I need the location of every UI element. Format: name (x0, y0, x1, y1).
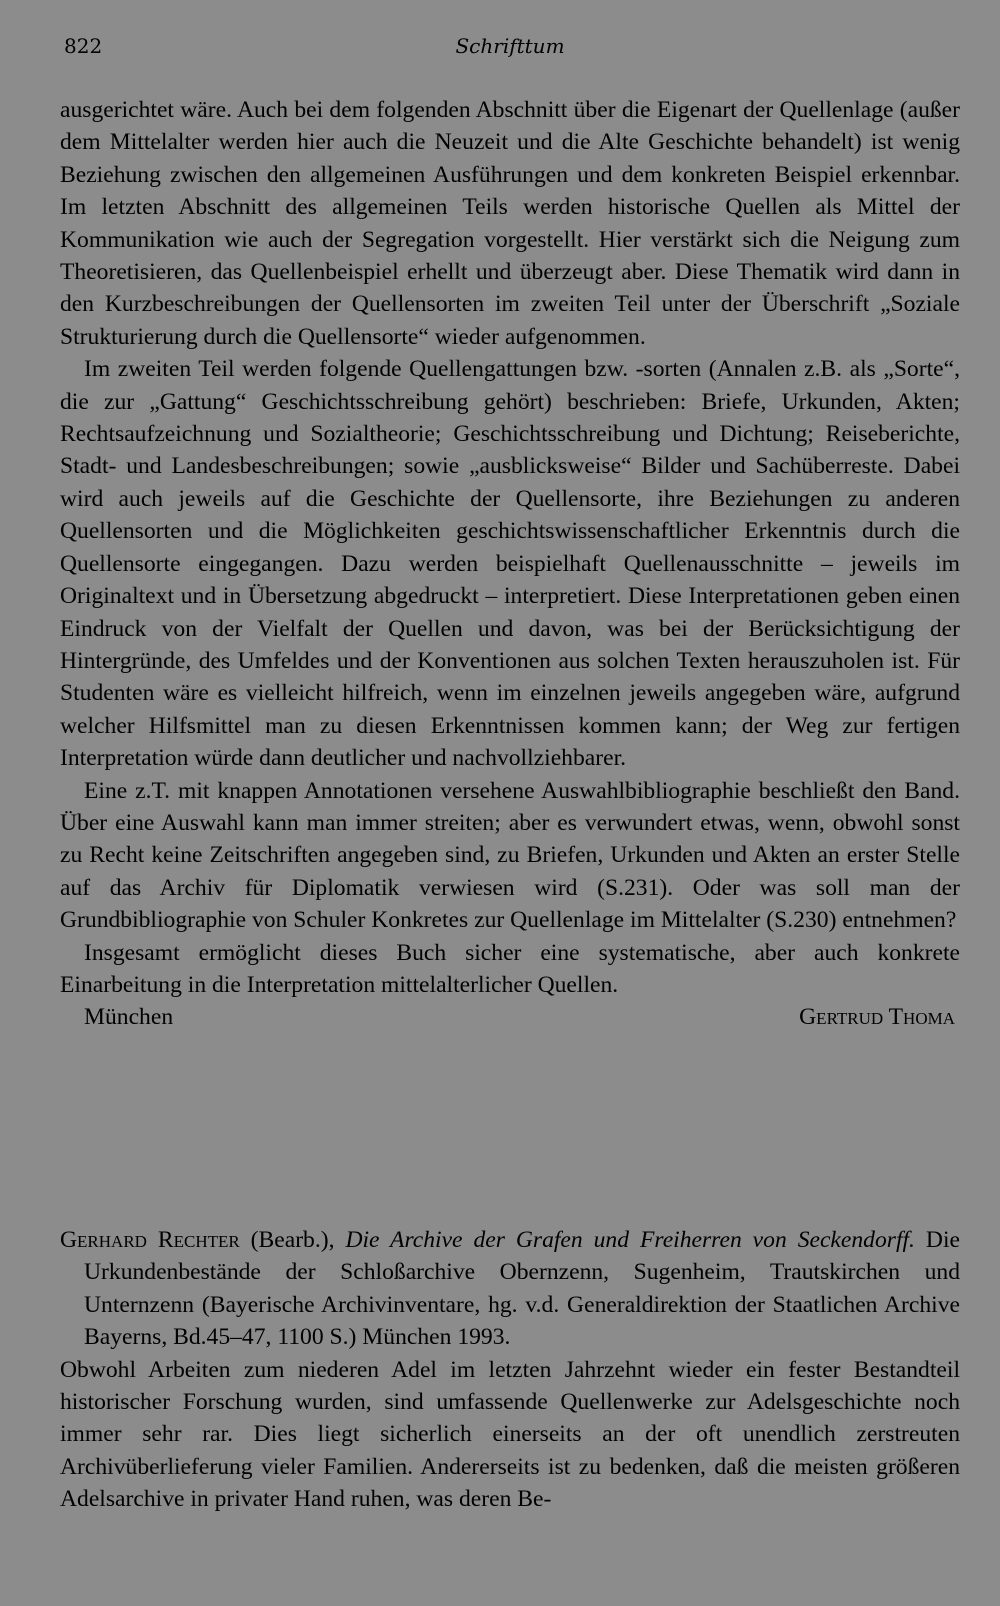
review-signature (60, 1001, 960, 1033)
reviewer-name: Gertrud Thoma (799, 1004, 955, 1031)
review-paragraph: ausgerichtet wäre. Auch bei dem folgenden Abschnitt über die Eigenart der Quellenlage (außer dem Mittelalter werden hier auch die Neuzeit und die Alte Geschichte behandelt) ist wenig Beziehung zwischen den allgemeinen Ausführungen und dem konkreten Beispiel erkennbar. Im letzten Abschnitt des allgemeinen Teils werden historische Quellen als Mittel der Kommunikation wie auch der Segregation vorgestellt. Hier verstärkt sich die Neigung zum Theoretisieren, das Quellenbeispiel erhellt und überzeugt aber. Diese Thematik wird dann in den Kurzbeschreibungen der Quellensorten im zweiten Teil unter der Überschrift „Soziale Strukturierung durch die Quellensorte“ wieder aufgenommen. (60, 97, 960, 350)
review-paragraph: Eine z.T. mit knappen Annotationen versehene Auswahlbibliographie beschließt den Band. Über eine Auswahl kann man immer streiten; aber es verwundert etwas, wenn, obwohl sonst zu Recht keine Zeitschriften angegeben sind, zu Briefen, Urkunden und Akten an erster Stelle auf das Archiv für Diplomatik verwiesen wird (S.231). Oder was soll man der Grundbibliographie von Schuler Konkretes zur Quellenlage im Mittelalter (S.230) entnehmen? (60, 777, 960, 934)
book-author: Gerhard Rechter (60, 1227, 240, 1253)
running-head (60, 34, 960, 64)
review-paragraph: Insgesamt ermöglicht dieses Buch sicher eine systematische, aber auch konkrete Einarbeitung in die Interpretation mittelalterlicher Quellen. (60, 939, 960, 998)
review-body (60, 94, 960, 1034)
book-details: Die Urkundenbestände der Schloßarchive Obernzenn, Sugenheim, Trautskirchen und Unternzenn (Bayerische Archivinventare, hg. v.d. Generaldirektion der Staatlichen Archive Bayerns, Bd.45–47, 1100 S.) München 1993. (84, 1227, 960, 1351)
bibliographic-entry (60, 1224, 960, 1354)
book-title: Die Archive der Grafen und Freiherren von Seckendorff. (345, 1227, 915, 1253)
page-number: 822 (64, 34, 103, 58)
review-paragraph: Im zweiten Teil werden folgende Quellengattungen bzw. -sorten (Annalen z.B. als „Sorte“, die zur „Gattung“ Geschichtsschreibung gehört) beschrieben: Briefe, Urkunden, Akten; Rechtsaufzeichnung und Sozialtheorie; Geschichtsschreibung und Dichtung; Reiseberichte, Stadt- und Landesbeschreibungen; sowie „ausblicksweise“ Bilder und Sachüberreste. Dabei wird auch jeweils auf die Geschichte der Quellensorte, ihre Beziehungen zu anderen Quellensorten und die Möglichkeiten geschichtswissenschaftlicher Erkenntnis durch die Quellensorte eingegangen. Dazu werden beispielhaft Quellenausschnitte – jeweils im Originaltext und in Übersetzung abgedruckt – interpretiert. Diese Interpretationen geben einen Eindruck von der Vielfalt der Quellen und davon, was bei der Berücksichtigung der Hintergründe, des Umfeldes und der Konventionen aus solchen Texten herauszuholen ist. Für Studenten wäre es vielleicht hilfreich, wenn im einzelnen jeweils angegeben wäre, aufgrund welcher Hilfsmittel man zu diesen Erkenntnissen kommen kann; der Weg zur fertigen Interpretation würde dann deutlicher und nachvollziehbarer. (60, 356, 960, 772)
running-title: Schrifttum (455, 34, 565, 58)
review-paragraph: Obwohl Arbeiten zum niederen Adel im letzten Jahrzehnt wieder ein fester Bestandteil historischer Forschung wurden, sind umfassende Quellenwerke zur Adelsgeschichte noch immer sehr rar. Dies liegt sicherlich einerseits an der oft unendlich zerstreuten Archivüberlieferung vieler Familien. Andererseits ist zu bedenken, daß die meisten größeren Adelsarchive in privater Hand ruhen, was deren Be- (60, 1356, 960, 1513)
second-review (60, 1224, 960, 1516)
book-author-role: (Bearb.), (239, 1227, 346, 1253)
review-place: München (84, 1004, 174, 1031)
